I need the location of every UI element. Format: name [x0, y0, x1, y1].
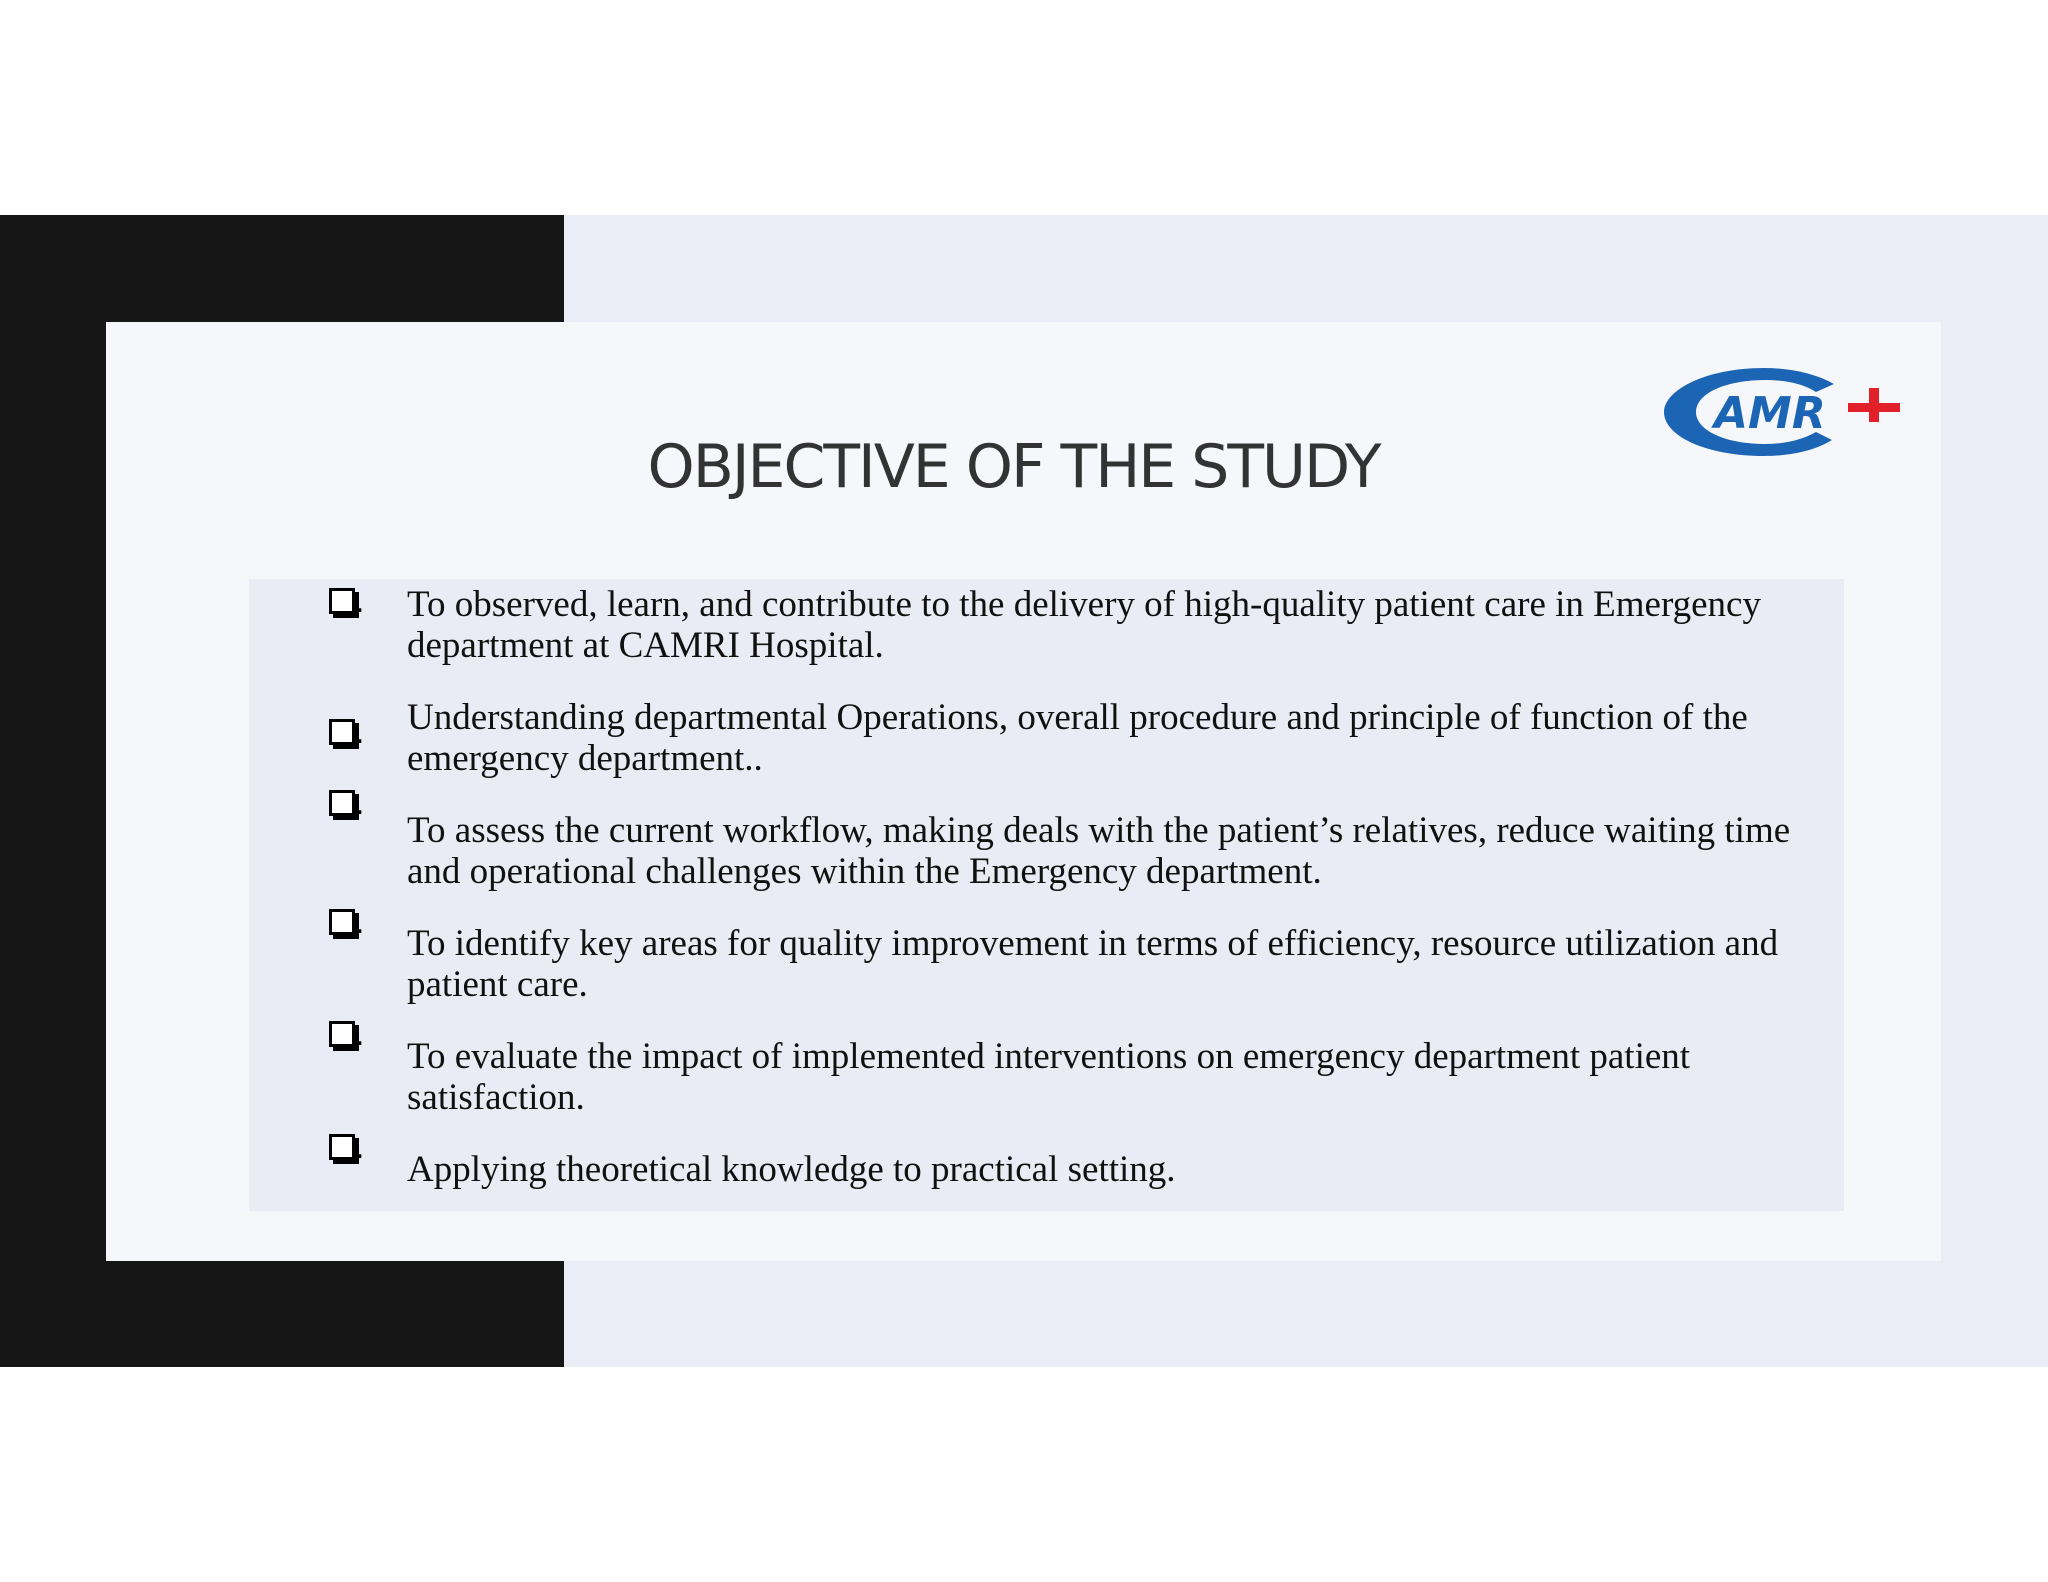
checkbox-bullet-icon: .: [329, 719, 365, 749]
objectives-list: [249, 579, 1844, 1211]
checkbox-bullet-icon: .: [329, 1021, 365, 1051]
objective-item: To evaluate the impact of implemented interventions on emergency department patient satisfaction.: [407, 1036, 1691, 1118]
content-card: [106, 322, 1941, 1261]
slide-title: OBJECTIVE OF THE STUDY: [647, 432, 1380, 502]
objective-item: Applying theoretical knowledge to practical setting.: [407, 1149, 1176, 1190]
checkbox-bullet-icon: .: [329, 909, 365, 939]
objective-item: To assess the current workflow, making deals with the patient’s relatives, reduce waiting time and operational challenges within the Emergency department.: [407, 810, 1791, 892]
slide: [0, 215, 2048, 1367]
svg-text:AMR: AMR: [1714, 388, 1826, 439]
checkbox-bullet-icon: .: [329, 790, 365, 820]
objective-item: To observed, learn, and contribute to the delivery of high-quality patient care in Emergency department at CAMRI Hospital.: [407, 584, 1761, 666]
checkbox-bullet-icon: .: [329, 588, 365, 618]
checkbox-bullet-icon: .: [329, 1134, 365, 1164]
objective-item: To identify key areas for quality improvement in terms of efficiency, resource utilization and patient care.: [407, 923, 1779, 1005]
objective-item: Understanding departmental Operations, overall procedure and principle of function of the emergency department..: [407, 697, 1748, 779]
